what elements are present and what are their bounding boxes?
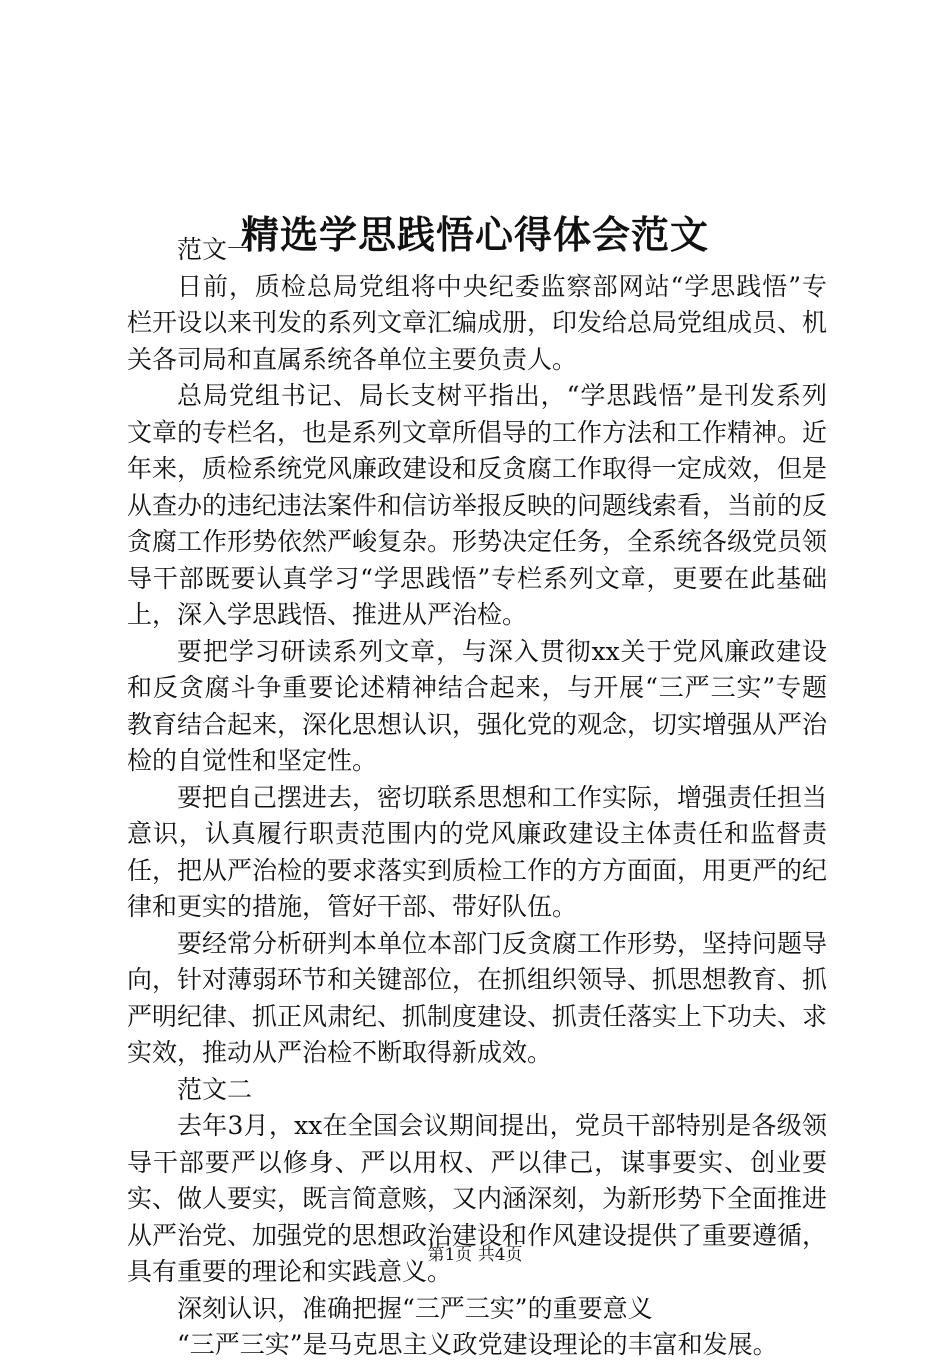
paragraph: 要把学习研读系列文章，与深入贯彻xx关于党风廉政建设和反贪腐斗争重要论述精神结合起来，与开展“三严三实”专题教育结合起来，深化思想认识，强化党的观念，切实增强从严治检的自觉性和坚定性。: [127, 636, 828, 775]
paragraph: 日前，质检总局党组将中央纪委监察部网站“学思践悟”专栏开设以来刊发的系列文章汇编成册，印发给总局党组成员、机关各司局和直属系统各单位主要负责人。: [127, 271, 828, 374]
section-heading: 范文二: [177, 1074, 253, 1104]
paragraph: 去年3月，xx在全国会议期间提出，党员干部特别是各级领导干部要严以修身、严以用权、严以律己，谋事要实、创业要实、做人要实，既言简意赅，又内涵深刻，为新形势下全面推进从严治党、加强党的思想政治建设和作风建设提供了重要遵循，具有重要的理论和实践意义。: [127, 1111, 828, 1286]
document-body: [127, 232, 827, 1364]
paragraph: 深刻认识，准确把握“三严三实”的重要意义: [177, 1293, 653, 1323]
paragraph: 总局党组书记、局长支树平指出，“学思践悟”是刊发系列文章的专栏名，也是系列文章所倡导的工作方法和工作精神。近年来，质检系统党风廉政建设和反贪腐工作取得一定成效，但是从查办的违纪违法案件和信访举报反映的问题线索看，当前的反贪腐工作形势依然严峻复杂。形势决定任务，全系统各级党员领导干部既要认真学习“学思践悟”专栏系列文章，更要在此基础上，深入学思践悟、推进从严治检。: [127, 381, 828, 629]
paragraph: “三严三实”是马克思主义政党建设理论的丰富和发展。: [177, 1330, 778, 1359]
paragraph: 要把自己摆进去，密切联系思想和工作实际，增强责任担当意识，认真履行职责范围内的党风廉政建设主体责任和监督责任，把从严治检的要求落实到质检工作的方方面面，用更严的纪律和更实的措施，管好干部、带好队伍。: [127, 782, 828, 921]
document-title: 精选学思践悟心得体会范文: [240, 212, 709, 258]
section-heading: 范文一: [177, 235, 253, 264]
paragraph: 要经常分析研判本单位本部门反贪腐工作形势，坚持问题导向，针对薄弱环节和关键部位，在抓组织领导、抓思想教育、抓严明纪律、抓正风肃纪、抓制度建设、抓责任落实上下功夫、求实效，推动从严治检不断取得新成效。: [127, 928, 828, 1067]
page-number-footer: 第1页 共4页: [427, 1245, 523, 1265]
